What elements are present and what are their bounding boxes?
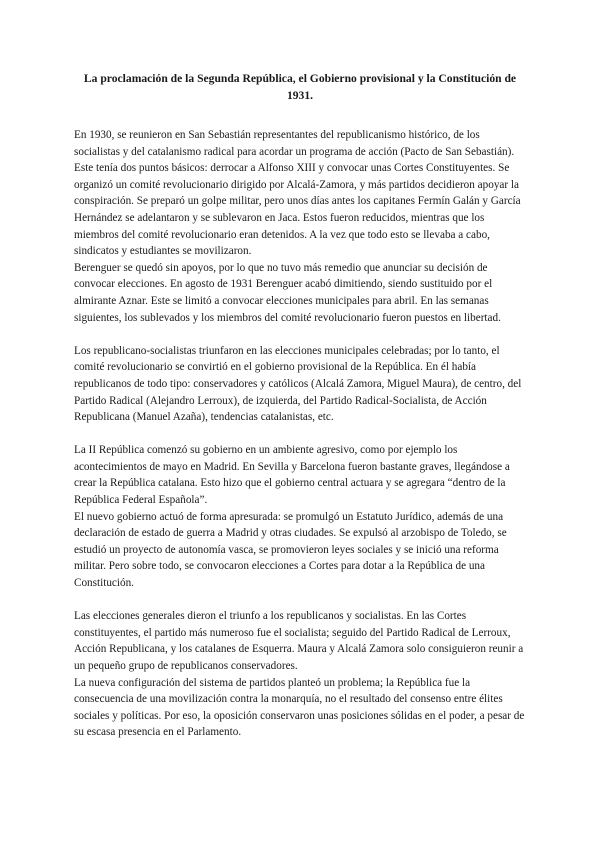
paragraph-berenguer: Berenguer se quedó sin apoyos, por lo que no tuvo más remedio que anunciar su decisión de convocar elecciones. En agosto de 1931 Berenguer acabó dimitiendo, siendo sustituido por el almirante Aznar. Este se limitó a convocar elecciones municipales para abril. En las semanas siguientes, los sublevados y los miembros del comité revolucionario fueron puestos en libertad. [74, 261, 501, 324]
document-title: La proclamación de la Segunda República, el Gobierno provisional y la Constitución de 1931. [83, 72, 517, 102]
paragraph-ambiente-agresivo: La II República comenzó su gobierno en un ambiente agresivo, como por ejemplo los acontecimientos de mayo en Madrid. En Sevilla y Barcelona fueron bastante graves, llegándose a crear la República catalana. Esto hizo que el gobierno central actuara y se agregara “dentro de la República Federal Española”. [74, 444, 510, 507]
paragraph-nuevo-gobierno: El nuevo gobierno actuó de forma apresurada: se promulgó un Estatuto Jurídico, además de una declaración de estado de guerra a Madrid y otras ciudades. Se expulsó al arzobispo de Toledo, se estudió un proyecto de autonomía vasca, se promovieron leyes sociales y se inició una reforma militar. Pero sobre todo, se convocaron elecciones a Cortes para dotar a la República de una Constitución. [74, 510, 507, 590]
paragraph-elecciones-generales: Las elecciones generales dieron el triunfo a los republicanos y socialistas. En las Cortes constituyentes, el partido más numeroso fue el socialista; seguido del Partido Radical de Lerroux, Acción Republicana, y los catalanes de Esquerra. Maura y Alcalá Zamora solo consiguieron reunir a un pequeño grupo de republicanos conservadores. [74, 610, 524, 672]
paragraph-sistema-partidos: La nueva configuración del sistema de partidos planteó un problema; la República fue la consecuencia de una movilización contra la monarquía, no el resultado del consenso entre élites sociales y políticas. Por eso, la oposición conservaron unas posiciones sólidas en el poder, a pesar de su escasa presencia en el Parlamento. [74, 676, 525, 739]
document-page [74, 70, 526, 758]
paragraph-pacto-san-sebastian: En 1930, se reunieron en San Sebastián representantes del republicanismo histórico, de los socialistas y del catalanismo radical para acordar un programa de acción (Pacto de San Sebastián). Este tenía dos puntos básicos: derrocar a Alfonso XIII y convocar unas Cortes Constituyentes. Se organizó un comité revolucionario dirigido por Alcalá-Zamora, y más partidos decidieron apoyar la conspiración. Se preparó un golpe militar, pero unos días antes los capitanes Fermín Galán y García Hernández se adelantaron y se sublevaron en Jaca. Estos fueron reducidos, mientras que los miembros del comité revolucionario eran detenidos. A la vez que todo esto se llevaba a cabo, sindicatos y estudiantes se movilizaron. [74, 129, 521, 258]
paragraph-elecciones-municipales: Los republicano-socialistas triunfaron en las elecciones municipales celebradas; por lo tanto, el comité revolucionario se convirtió en el gobierno provisional de la República. En él había republicanos de todo tipo: conservadores y católicos (Alcalá Zamora, Miguel Maura), de centro, del Partido Radical (Alejandro Lerroux), de izquierda, del Partido Radical-Socialista, de Acción Republicana (Manuel Azaña), tendencias catalanistas, etc. [74, 344, 522, 424]
